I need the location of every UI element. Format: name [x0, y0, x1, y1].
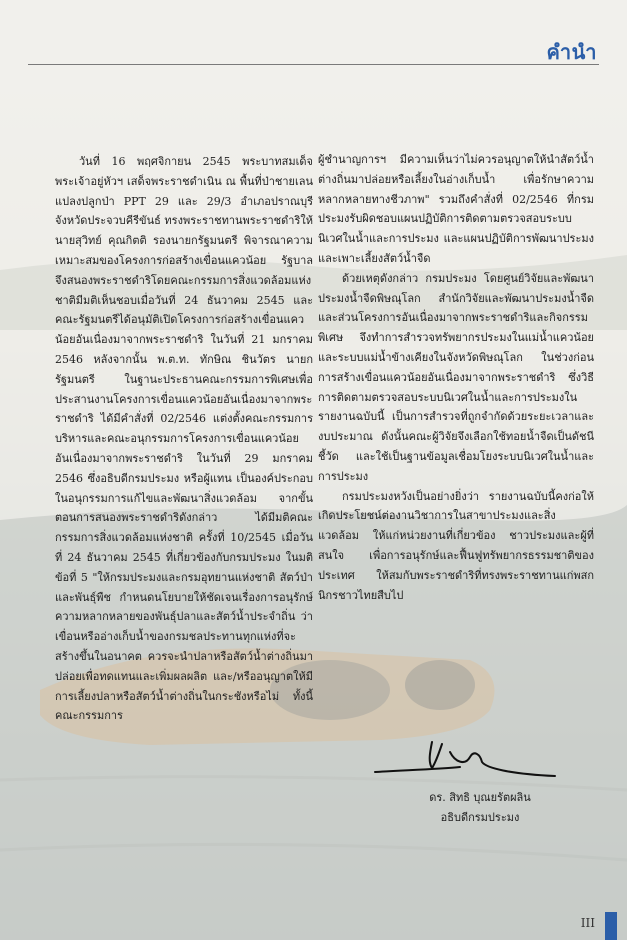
right-paragraph-1: ผู้ชำนาญการฯ มีความเห็นว่าไม่ควรอนุญาตให้นำสัตว์น้ำต่างถิ่นมาปล่อยหรือเลี้ยงในอ่างเก็บน้ำ เพื่อรักษาความหลากหลายทางชีวภาพ" รวมถึงคำสั่งที่ 02/2546 ที่กรมประมงรับผิดชอบแผนปฏิบัติการติดตามตรวจสอบระบบนิเวศในน้ำและการประมง และแผนปฏิบัติการพัฒนาประมงและเพาะเลี้ยงสัตว์น้ำจืด [318, 153, 594, 265]
page-edge-tab [605, 912, 617, 940]
title-rule [28, 64, 599, 65]
page-number: III [580, 916, 595, 930]
signatory-name: ดร. สิทธิ บุณยรัตผลิน [429, 791, 531, 804]
signature-block [395, 788, 565, 828]
right-column [318, 150, 594, 605]
left-column [55, 152, 313, 726]
page-title: คำนำ [546, 40, 597, 64]
right-paragraph-2: ด้วยเหตุดังกล่าว กรมประมง โดยศูนย์วิจัยและพัฒนาประมงน้ำจืดพิษณุโลก สำนักวิจัยและพัฒนาประมงน้ำจืด และส่วนโครงการอันเนื่องมาจากพระราชดำริและกิจกรรมพิเศษ จึงทำการสำรวจทรัพยากรประมงในแม่น้ำแควน้อย และระบบแม่น้ำข้างเคียงในจังหวัดพิษณุโลก ในช่วงก่อนการสร้างเขื่อนแควน้อยอันเนื่องมาจากพระราชดำริ ซึ่งวิธีการติดตามตรวจสอบระบบนิเวศในน้ำและการประมงในรายงานฉบับนี้ เป็นการสำรวจที่ถูกจำกัดด้วยระยะเวลาและงบประมาณ ดังนั้นคณะผู้วิจัยจึงเลือกใช้ทอยน้ำจืดเป็นดัชนีชี้วัด และใช้เป็นฐานข้อมูลเชื่อมโยงระบบนิเวศในน้ำและการประมง [318, 271, 594, 483]
handwritten-signature [370, 732, 560, 787]
right-paragraph-3: กรมประมงหวังเป็นอย่างยิ่งว่า รายงานฉบับนี้คงก่อให้เกิดประโยชน์ต่องานวิชาการในสาขาประมงและสิ่งแวดล้อม ให้แก่หน่วยงานที่เกี่ยวข้อง ชาวประมงและผู้ที่สนใจ เพื่อการอนุรักษ์และฟื้นฟูทรัพยากรธรรมชาติของประเทศ ให้สมกับพระราชดำริที่ทรงพระราชทานแก่พสกนิกรชาวไทยสืบไป [318, 489, 594, 602]
signatory-position: อธิบดีกรมประมง [440, 811, 520, 824]
left-paragraph: วันที่ 16 พฤศจิกายน 2545 พระบาทสมเด็จพระเจ้าอยู่หัวฯ เสด็จพระราชดำเนิน ณ พื้นที่ป่าชายเลนแปลงปลูกป่า PPT 29 และ 29/3 อำเภอปราณบุรี จังหวัดประจวบคีรีขันธ์ ทรงพระราชทานพระราชดำริให้นายสุวิทย์ คุณกิตติ รองนายกรัฐมนตรี พิจารณาความเหมาะสมของโครงการก่อสร้างเขื่อนแควน้อย รัฐบาลจึงสนองพระราชดำริโดยคณะกรรมการสิ่งแวดล้อมแห่งชาติมีมติเห็นชอบเมื่อวันที่ 24 ธันวาคม 2545 และคณะรัฐมนตรีได้อนุมัติเปิดโครงการก่อสร้างเขื่อนแควน้อยอันเนื่องมาจากพระราชดำริ ในวันที่ 21 มกราคม 2546 หลังจากนั้น พ.ต.ท. ทักษิณ ชินวัตร นายกรัฐมนตรี ในฐานะประธานคณะกรรมการพิเศษเพื่อประสานงานโครงการเขื่อนแควน้อยอันเนื่องมาจากพระราชดำริ ได้มีคำสั่งที่ 02/2546 แต่งตั้งคณะกรรมการบริหารและคณะอนุกรรมการโครงการเขื่อนแควน้อยอันเนื่องมาจากพระราชดำริ ในวันที่ 29 มกราคม 2546 ซึ่งอธิบดีกรมประมง หรือผู้แทน เป็นองค์ประกอบในอนุกรรมการแก้ไขและพัฒนาสิ่งแวดล้อม จากขั้นตอนการสนองพระราชดำริดังกล่าว ได้มีมติคณะกรรมการสิ่งแวดล้อมแห่งชาติ ครั้งที่ 10/2545 เมื่อวันที่ 24 ธันวาคม 2545 ที่เกี่ยวข้องกับกรมประมง ในมติข้อที่ 5 "ให้กรมประมงและกรมอุทยานแห่งชาติ สัตว์ป่าและพันธุ์พืช กำหนดนโยบายให้ชัดเจนเรื่องการอนุรักษ์ความหลากหลายของพันธุ์ปลาและสัตว์น้ำประจำถิ่น ว่าเขื่อนหรืออ่างเก็บน้ำของกรมชลประทานทุกแห่งที่จะสร้างขึ้นในอนาคต ควรจะนำปลาหรือสัตว์น้ำต่างถิ่นมาปล่อยเพื่อทดแทนและเพิ่มผลผลิต และ/หรืออนุญาตให้มีการเลี้ยงปลาหรือสัตว์น้ำต่างถิ่นในกระชังหรือไม่ ทั้งนี้ คณะกรรมการ [55, 155, 313, 723]
